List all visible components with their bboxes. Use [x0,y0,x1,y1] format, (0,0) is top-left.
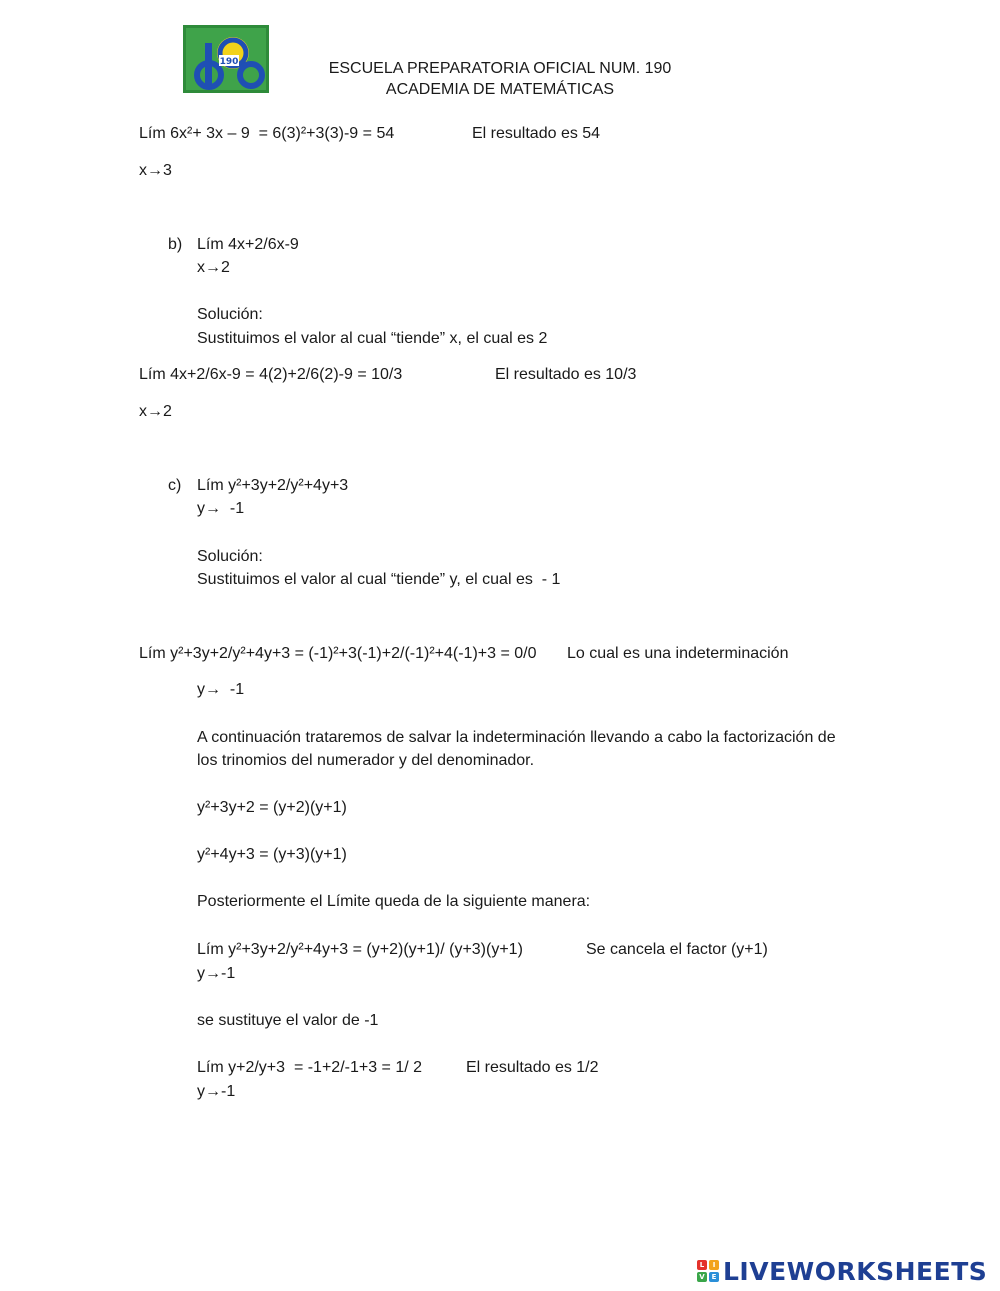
indeterminate-note: Lo cual es una indeterminación [567,645,789,662]
limit3-c: y→-1 [197,965,236,982]
problem-c: Lím y²+3y+2/y²+4y+3 [197,477,349,494]
academy-name: ACADEMIA DE MATEMÁTICAS [385,81,615,98]
equation-c: Lím y²+3y+2/y²+4y+3 = (-1)²+3(-1)+2/(-1)²+4(-1)+3 = 0/0 [139,645,537,662]
limit-c: y→ -1 [197,500,245,517]
equation-a: Lím 6x²+ 3x – 9 = 6(3)²+3(3)-9 = 54 [139,125,395,142]
solution-label-c: Solución: [197,548,263,565]
limit2-b: x→2 [139,403,172,420]
substitute-note: se sustituye el valor de -1 [197,1012,379,1029]
equation-b: Lím 4x+2/6x-9 = 4(2)+2/6(2)-9 = 10/3 [139,366,403,383]
logo-number: 190 [219,57,239,67]
then-text: Posteriormente el Límite queda de la siguiente manera: [197,893,591,910]
result-b: El resultado es 10/3 [495,366,637,383]
final-equation: Lím y+2/y+3 = -1+2/-1+3 = 1/ 2 [197,1059,423,1076]
liveworksheets-logo [697,1255,987,1287]
limit4-c: y→-1 [197,1083,236,1100]
block-v: V [697,1272,707,1282]
block-i: I [709,1260,719,1270]
explanation-line-1: A continuación trataremos de salvar la indeterminación llevando a cabo la factorización de [197,729,836,746]
problem-b: Lím 4x+2/6x-9 [197,236,299,253]
final-result: El resultado es 1/2 [466,1059,599,1076]
result-a: El resultado es 54 [472,125,601,142]
factored-limit: Lím y²+3y+2/y²+4y+3 = (y+2)(y+1)/ (y+3)(y+1) [197,941,523,958]
explanation-line-2: los trinomios del numerador y del denominador. [197,752,535,769]
liveworksheets-wordmark: LIVEWORKSHEETS [723,1256,988,1286]
marker-b: b) [168,236,183,253]
factor-numerator: y²+3y+2 = (y+2)(y+1) [197,799,347,816]
substitution-c: Sustituimos el valor al cual “tiende” y, el cual es - 1 [197,571,561,588]
solution-label-b: Solución: [197,306,263,323]
block-e: E [709,1272,719,1282]
liveworksheets-blocks-icon [697,1260,719,1282]
marker-c: c) [168,477,182,494]
limit-a: x→3 [139,162,172,179]
cancel-note: Se cancela el factor (y+1) [586,941,768,958]
substitution-b: Sustituimos el valor al cual “tiende” x, el cual es 2 [197,330,548,347]
limit2-c: y→ -1 [197,681,245,698]
factor-denominator: y²+4y+3 = (y+3)(y+1) [197,846,347,863]
block-l: L [697,1260,707,1270]
limit-b: x→2 [197,259,230,276]
school-name: ESCUELA PREPARATORIA OFICIAL NUM. 190 [328,60,672,77]
